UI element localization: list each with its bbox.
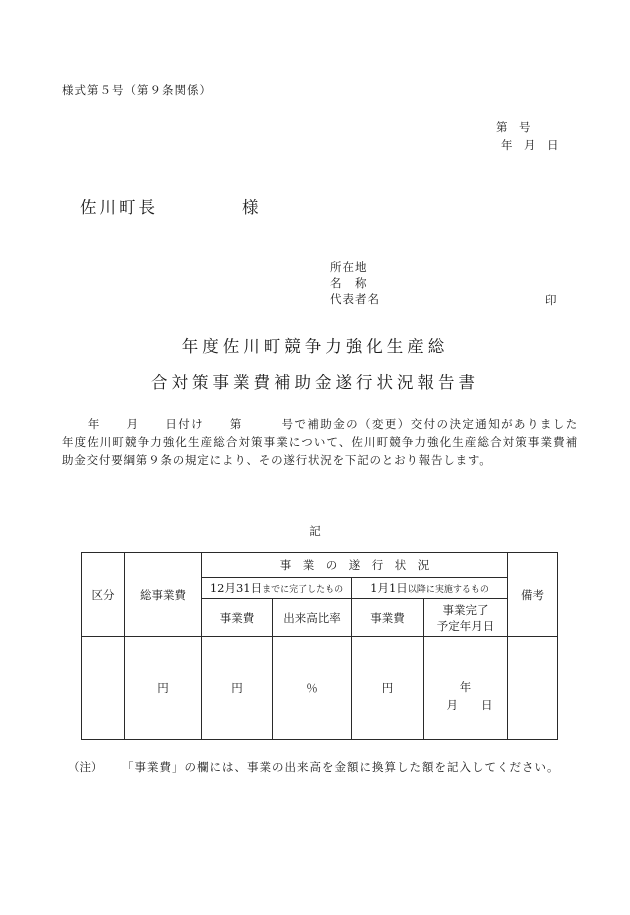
header-project-cost-2: 事業費 xyxy=(352,599,424,637)
applicant-location-label: 所在地 xyxy=(330,260,368,274)
ki-heading: 記 xyxy=(309,524,321,538)
applicant-representative-label: 代表者名 xyxy=(330,292,380,306)
header-remarks: 備考 xyxy=(508,553,558,637)
document-title-line2: 合対策事業費補助金遂行状況報告書 xyxy=(151,373,479,392)
document-number: 第 号 xyxy=(496,120,531,134)
cell-progress-rate-percent: ％ xyxy=(273,637,352,740)
cell-project-cost-2-yen: 円 xyxy=(352,637,424,740)
cell-project-cost-yen: 円 xyxy=(202,637,273,740)
note-text: 「事業費」の欄には、事業の出来高を金額に換算した額を記入してください。 xyxy=(122,760,560,774)
note-label: （注） xyxy=(68,760,103,774)
applicant-block xyxy=(330,259,380,307)
form-label: 様式第５号（第９条関係） xyxy=(62,83,212,97)
addressee-honorific: 様 xyxy=(242,198,259,217)
cell-completion-year: 年 xyxy=(459,680,472,694)
cell-kubun xyxy=(82,637,125,740)
body-paragraph: 年 月 日付け 第 号で補助金の（変更）交付の決定通知がありました 年度佐川町競争力強化生産総合対策事業について、佐川町競争力強化生産総合対策事業費補助金交付要綱第９条の規定により、その遂行状況を下記のとおり報告します。 xyxy=(62,417,591,467)
cell-completion-month-day: 月 日 xyxy=(446,698,493,712)
header-project-cost: 事業費 xyxy=(202,599,273,637)
cell-completion-date xyxy=(424,637,508,740)
header-after-jan1: 1月1日以降に実施するもの xyxy=(352,578,508,599)
applicant-name-label: 名 称 xyxy=(330,276,368,290)
header-completed-by-dec31: 12月31日までに完了したもの xyxy=(202,578,352,599)
header-kubun: 区分 xyxy=(82,553,125,637)
document-title-line1: 年度佐川町競争力強化生産総 xyxy=(181,337,449,356)
cell-total-cost-yen: 円 xyxy=(125,637,202,740)
header-progress-status: 事 業 の 遂 行 状 況 xyxy=(202,553,508,578)
header-completion-date: 事業完了 予定年月日 xyxy=(424,599,508,637)
cell-remarks xyxy=(508,637,558,740)
document-date: 年 月 日 xyxy=(501,138,559,152)
addressee-name: 佐川町長 xyxy=(80,198,158,217)
seal-mark: 印 xyxy=(545,293,557,307)
header-total-cost: 総事業費 xyxy=(125,553,202,637)
progress-status-table xyxy=(81,552,558,740)
header-progress-rate: 出来高比率 xyxy=(273,599,352,637)
